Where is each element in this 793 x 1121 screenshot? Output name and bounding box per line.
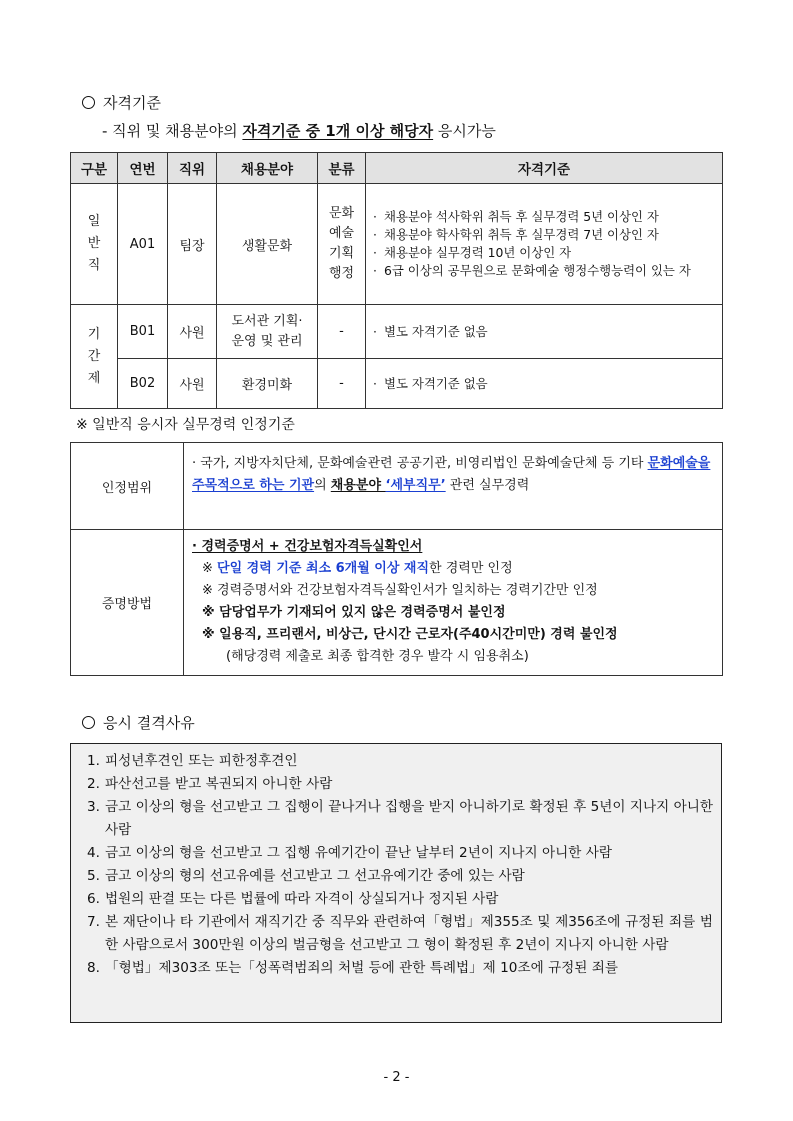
circle-bullet-icon xyxy=(82,96,95,109)
table-row xyxy=(71,305,723,359)
criteria-item: · 별도 자격기준 없음 xyxy=(372,323,722,341)
qualification-table xyxy=(70,152,723,409)
scope-text: · 국가, 지방자치단체, 문화예술관련 공공기관, 비영리법인 문화예술단체 등 기타 문화예술을 주목적으로 하는 기관의 채용분야 ‘세부직무’ 관련 실무경력 xyxy=(184,443,723,530)
list-item: 4. 금고 이상의 형을 선고받고 그 집행 유예기간이 끝난 날부터 2년이 지나지 아니한 사람 xyxy=(87,845,612,861)
table-row xyxy=(71,184,723,305)
qualifications-subline: - 직위 및 채용분야의 자격기준 중 1개 이상 해당자 응시가능 xyxy=(102,122,496,140)
row-field: 도서관 기획· 운영 및 관리 xyxy=(217,305,318,359)
table-row xyxy=(71,443,723,530)
list-item: 1. 피성년후견인 또는 피한정후견인 xyxy=(87,753,298,769)
row-criteria xyxy=(366,184,723,305)
list-item: 2. 파산선고를 받고 복권되지 아니한 사람 xyxy=(87,776,333,792)
proof-text xyxy=(184,530,723,676)
experience-table xyxy=(70,442,723,676)
proof-line: ※ 단일 경력 기준 최소 6개월 이상 재직한 경력만 인정 xyxy=(202,561,513,576)
row-position: 사원 xyxy=(168,359,217,409)
disqualification-heading: 응시 결격사유 xyxy=(82,712,195,733)
criteria-item: · 채용분야 실무경력 10년 이상인 자 xyxy=(372,244,718,262)
proof-line: ※ 일용직, 프리랜서, 비상근, 단시간 근로자(주40시간미만) 경력 불인정 xyxy=(202,627,618,642)
col-header: 구분 xyxy=(71,153,118,184)
row-category: - xyxy=(318,305,366,359)
table-row xyxy=(71,530,723,676)
row-category: - xyxy=(318,359,366,409)
list-item: 7. 본 재단이나 타 기관에서 재직기간 중 직무와 관련하여「형법」제355조 및 제356조에 규정된 죄를 범한 사람으로서 300만원 이상의 벌금형을 선고받고 그 형이 확정된 후 2년이 지나지 아니한 사람 xyxy=(87,914,713,953)
criteria-item: · 채용분야 석사학위 취득 후 실무경력 5년 이상인 자 xyxy=(372,208,718,226)
table-header-row xyxy=(71,153,723,184)
col-header: 채용분야 xyxy=(217,153,318,184)
proof-label: 증명방법 xyxy=(71,530,184,676)
disqualification-box xyxy=(70,743,722,1023)
row-position: 팀장 xyxy=(168,184,217,305)
row-field: 생활문화 xyxy=(217,184,318,305)
group-label: 기 간 제 xyxy=(71,305,118,409)
proof-line: · 경력증명서 + 건강보험자격득실확인서 xyxy=(192,539,423,554)
experience-note: ※ 일반직 응시자 실무경력 인정기준 xyxy=(76,417,295,433)
row-criteria xyxy=(366,359,723,409)
row-no: B02 xyxy=(118,359,168,409)
qualifications-heading: 자격기준 xyxy=(82,92,161,113)
criteria-item: · 채용분야 학사학위 취득 후 실무경력 7년 이상인 자 xyxy=(372,226,718,244)
page-number: - 2 - xyxy=(383,1070,410,1085)
col-header: 연번 xyxy=(118,153,168,184)
proof-line: ※ 담당업무가 기재되어 있지 않은 경력증명서 불인정 xyxy=(202,605,506,620)
criteria-item: · 별도 자격기준 없음 xyxy=(372,375,722,393)
list-item: 5. 금고 이상의 형의 선고유예를 선고받고 그 선고유예기간 중에 있는 사람 xyxy=(87,868,525,884)
criteria-item: · 6급 이상의 공무원으로 문화예술 행정수행능력이 있는 자 xyxy=(372,262,718,280)
col-header: 직위 xyxy=(168,153,217,184)
proof-line: (해당경력 제출로 최종 합격한 경우 발각 시 임용취소) xyxy=(226,649,529,664)
list-item: 3. 금고 이상의 형을 선고받고 그 집행이 끝나거나 집행을 받지 아니하기로 확정된 후 5년이 지나지 아니한 사람 xyxy=(87,799,713,838)
list-item: 6. 법원의 판결 또는 다른 법률에 따라 자격이 상실되거나 정지된 사람 xyxy=(87,891,499,907)
proof-line: ※ 경력증명서와 건강보험자격득실확인서가 일치하는 경력기간만 인정 xyxy=(202,583,598,598)
row-field: 환경미화 xyxy=(217,359,318,409)
row-no: B01 xyxy=(118,305,168,359)
row-category: 문화 예술 기획 행정 xyxy=(318,184,366,305)
row-criteria xyxy=(366,305,723,359)
row-no: A01 xyxy=(118,184,168,305)
row-position: 사원 xyxy=(168,305,217,359)
col-header: 분류 xyxy=(318,153,366,184)
group-label: 일 반 직 xyxy=(71,184,118,305)
table-row xyxy=(71,359,723,409)
list-item: 8. 「형법」제303조 또는「성폭력범죄의 처벌 등에 관한 특례법」제 10조에 규정된 죄를 xyxy=(87,960,619,976)
scope-label: 인정범위 xyxy=(71,443,184,530)
circle-bullet-icon xyxy=(82,716,95,729)
col-header: 자격기준 xyxy=(366,153,723,184)
